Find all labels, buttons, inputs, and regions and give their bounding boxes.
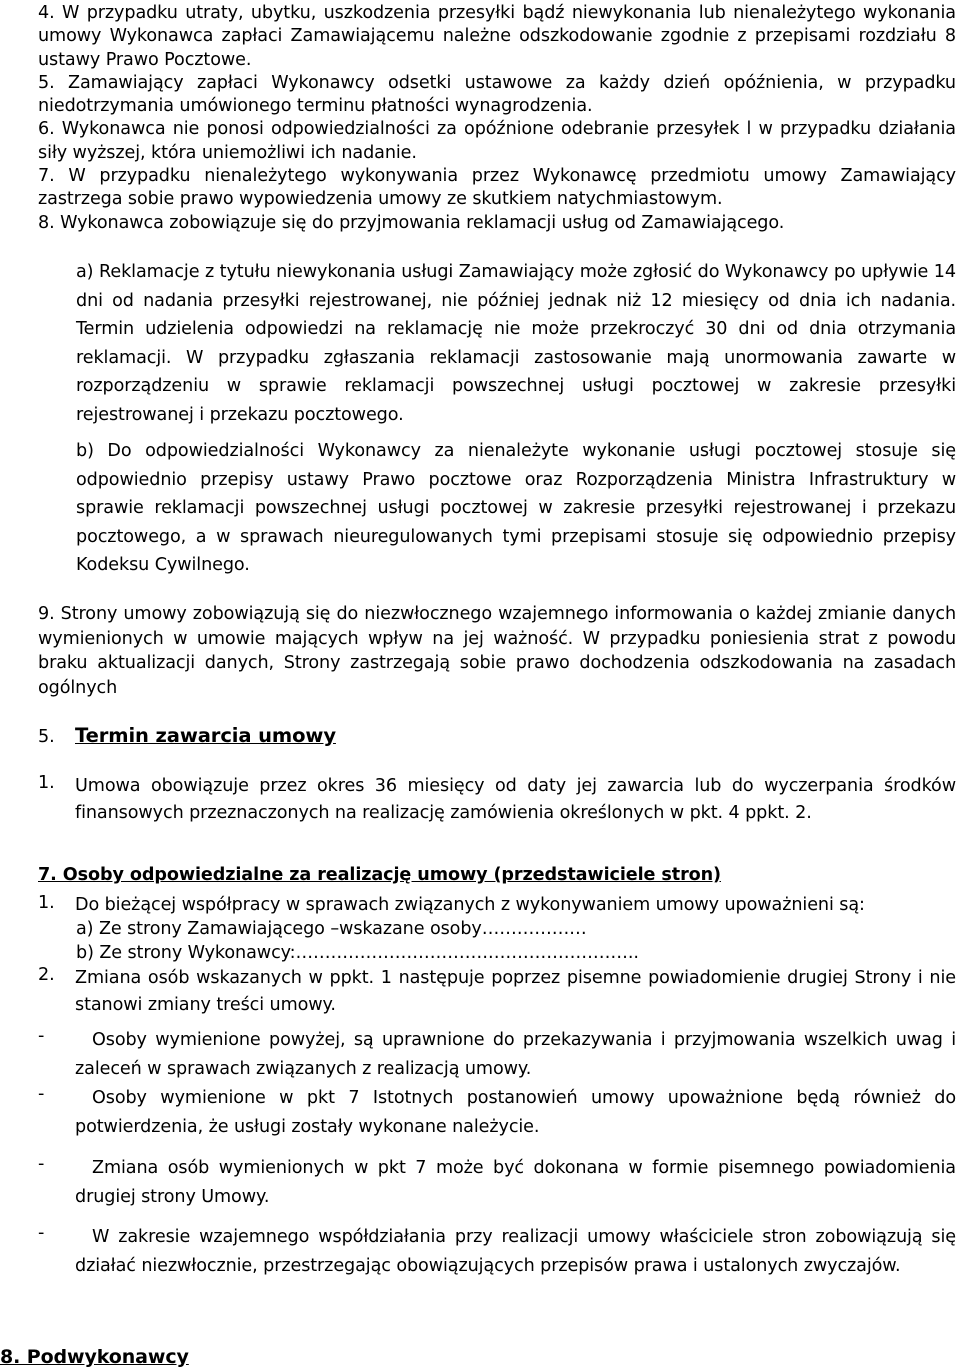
item-5: 5. Zamawiający zapłaci Wykonawcy odsetki ustawowe za każdy dzień opóźnienia, w przypadku niedotrzymania umówionego terminu płatności wynagrodzenia. — [38, 72, 956, 117]
dash-item-1: - Osoby wymienione powyżej, są uprawnione do przekazywania i przyjmowania wszelkich uwag i zaleceń w sprawach związanych z realizacją umowy. — [38, 1026, 956, 1079]
item-4: 4. W przypadku utraty, ubytku, uszkodzenia przesyłki bądź niewykonania lub nienależytego wykonania umowy Wykonawca zapłaci Zamawiającemu należne odszkodowanie zgodnie z przepisami rozdziału 8 ustawy Prawo Pocztowe. — [38, 3, 956, 70]
item-9: 9. Strony umowy zobowiązują się do niezwłocznego wzajemnego informowania o każdej zmianie danych wymienionych w umowie mających wpływ na jej ważność. W przypadku poniesienia strat z powodu braku aktualizacji danych, Strony zastrzegają sobie prawo dochodzenia odszkodowania na zasadach ogólnych — [38, 604, 956, 698]
section-7-item-2: 2. Zmiana osób wskazanych w ppkt. 1 następuje poprzez pisemne powiadomienie drugiej Strony i nie stanowi zmiany treści umowy. — [38, 965, 956, 1015]
item-7: 7. W przypadku nienależytego wykonywania przez Wykonawcę przedmiotu umowy Zamawiający zastrzega sobie prawo wypowiedzenia umowy ze skutkiem natychmiastowym. — [38, 166, 956, 210]
section-7-item-1: 1. Do bieżącej współpracy w sprawach związanych z wykonywaniem umowy upoważnieni są: — [38, 893, 865, 915]
section-8-title: 8. Podwykonawcy — [0, 1346, 189, 1368]
item-8: 8. Wykonawca zobowiązuje się do przyjmowania reklamacji usług od Zamawiającego. — [38, 212, 785, 233]
dash-item-4: - W zakresie wzajemnego współdziałania przy realizacji umowy właściciele stron zobowiązują się działać niezwłocznie, przestrzegając obowiązujących przepisów prawa i ustalonych zwyczajów. — [38, 1223, 956, 1276]
dash-item-3: - Zmiana osób wymienionych w pkt 7 może być dokonana w formie pisemnego powiadomienia drugiej strony Umowy. — [38, 1154, 956, 1207]
section-5-item-1: 1. Umowa obowiązuje przez okres 36 miesięcy od daty jej zawarcia lub do wyczerpania środków finansowych przeznaczonych na realizację zamówienia określonych w pkt. 4 ppkt. 2. — [38, 773, 956, 823]
complaint-clause-b: b) Do odpowiedzialności Wykonawcy za nienależyte wykonanie usługi pocztowej stosuje się odpowiednio przepisy ustawy Prawo pocztowe oraz Rozporządzenia Ministra Infrastruktury w sprawie reklamacji powszechnej usługi pocztowej w zakresie przesyłki rejestrowanej i przekazu pocztowego, a w sprawach nieuregulowanych tymi przepisami stosuje się odpowiednio przepisy Kodeksu Cywilnego. — [76, 441, 956, 576]
representative-a: a) Ze strony Zamawiającego –wskazane osoby……………… — [76, 919, 587, 939]
section-7-heading — [38, 865, 721, 885]
dash-item-2: - Osoby wymienione w pkt 7 Istotnych postanowień umowy upoważnione będą również do potwierdzenia, że usługi zostały wykonane należycie. — [38, 1084, 956, 1137]
items-top — [38, 2, 956, 235]
representative-b: b) Ze strony Wykonawcy:………………………………………………….. — [76, 943, 639, 963]
section-5-title: Termin zawarcia umowy — [75, 724, 336, 747]
item-6: 6. Wykonawca nie ponosi odpowiedzialności za opóźnione odebranie przesyłek l w przypadku działania siły wyższej, która uniemożliwi ich nadanie. — [38, 119, 956, 163]
section-5-heading: 5. Termin zawarcia umowy — [38, 724, 336, 747]
section-8-heading — [0, 1346, 189, 1368]
section-7-title: 7. Osoby odpowiedzialne za realizację umowy (przedstawiciele stron) — [38, 865, 721, 885]
complaint-clause-a: a) Reklamacje z tytułu niewykonania usługi Zamawiający może zgłosić do Wykonawcy po upływie 14 dni od nadania przesyłki rejestrowanej, nie później jednak niż 12 miesięcy od dnia ich nadania. Termin udzielenia odpowiedzi na reklamację nie może przekroczyć 30 dni od dnia otrzymania reklamacji. W przypadku zgłaszania reklamacji zastosowanie mają unormowania zawarte w rozporządzeniu w sprawie reklamacji powszechnej usługi pocztowej w zakresie przesyłki rejestrowanej i przekazu pocztowego. — [76, 262, 956, 425]
